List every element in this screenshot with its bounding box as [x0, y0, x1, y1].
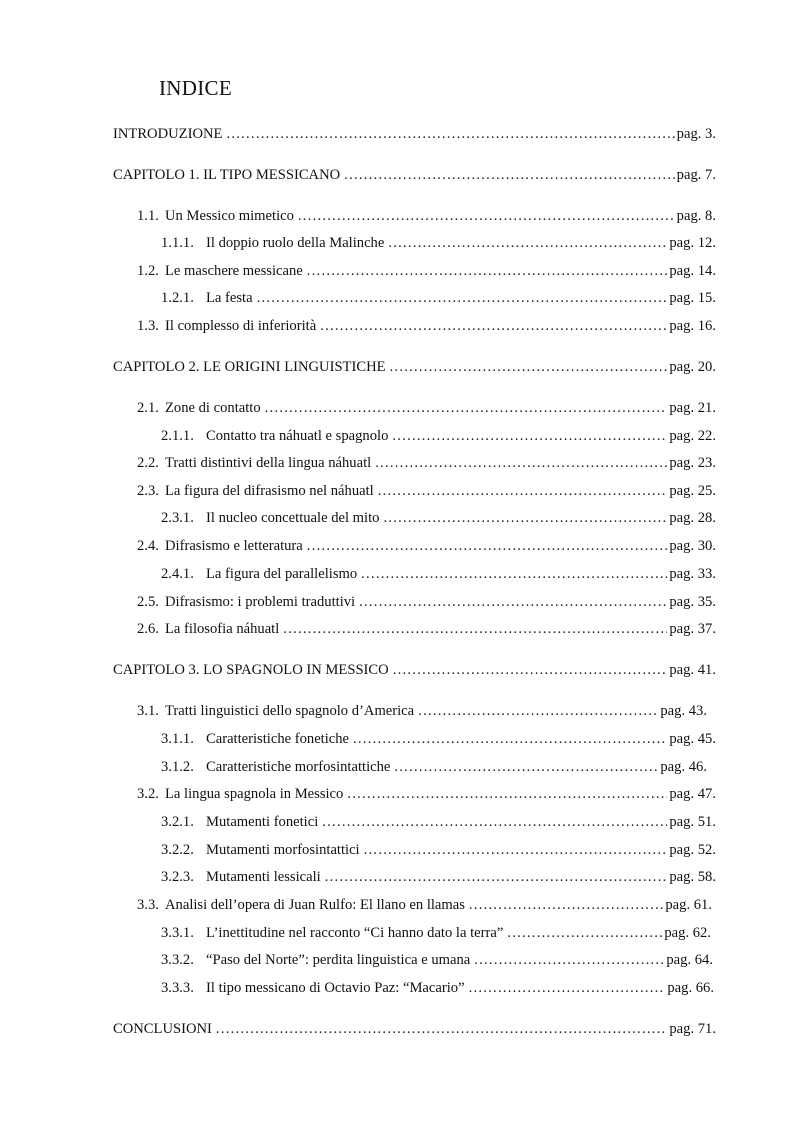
toc-entry-page: pag. 37.	[669, 621, 716, 637]
toc-entry-2-1-1[interactable]	[161, 428, 716, 448]
dot-leader	[378, 483, 668, 500]
dot-leader	[307, 538, 668, 555]
toc-entry-page: pag. 8.	[676, 208, 716, 224]
toc-entry-number: 2.1.	[137, 400, 159, 416]
toc-entry-page: pag. 16.	[669, 318, 716, 334]
dot-leader	[283, 621, 667, 638]
toc-entry-2-3[interactable]	[137, 483, 716, 503]
toc-entry-label: Zone di contatto	[165, 400, 261, 416]
toc-entry-page: pag. 52.	[669, 842, 716, 858]
toc-entry-number: 2.1.1.	[161, 428, 194, 444]
dot-leader	[388, 235, 667, 252]
toc-entry-capitolo-1[interactable]	[113, 167, 716, 187]
toc-entry-number: 3.2.3.	[161, 869, 194, 885]
page-title: INDICE	[159, 76, 232, 100]
toc-entry-label: Caratteristiche morfosintattiche	[206, 759, 391, 775]
dot-leader	[418, 703, 658, 720]
toc-entry-label: Tratti distintivi della lingua náhuatl	[165, 455, 372, 471]
toc-entry-label: Le maschere messicane	[165, 263, 303, 279]
toc-entry-page: pag. 7.	[676, 167, 716, 183]
toc-entry-number: 2.3.1.	[161, 510, 194, 526]
dot-leader	[216, 1021, 667, 1038]
toc-entry-label: Tratti linguistici dello spagnolo d’America	[165, 703, 415, 719]
toc-entry-label: Il tipo messicano di Octavio Paz: “Macario”	[206, 980, 465, 996]
toc-entry-3-2[interactable]	[137, 786, 716, 806]
toc-entry-number: 3.1.	[137, 703, 159, 719]
toc-entry-number: 3.3.2.	[161, 952, 194, 968]
toc-entry-2-4[interactable]	[137, 538, 716, 558]
dot-leader	[361, 566, 667, 583]
toc-entry-number: 1.2.	[137, 263, 159, 279]
toc-entry-label: Il complesso di inferiorità	[165, 318, 317, 334]
toc-entry-label: Un Messico mimetico	[165, 208, 294, 224]
toc-entry-number: 2.4.	[137, 538, 159, 554]
toc-entry-2-1[interactable]	[137, 400, 716, 420]
toc-entry-page: pag. 20.	[669, 359, 716, 375]
toc-entry-label: CAPITOLO 3. LO SPAGNOLO IN MESSICO	[113, 662, 389, 678]
dot-leader	[265, 400, 668, 417]
toc-entry-page: pag. 15.	[669, 290, 716, 306]
toc-entry-number: 1.2.1.	[161, 290, 194, 306]
toc-entry-label: La figura del parallelismo	[206, 566, 358, 582]
toc-entry-page: pag. 62.	[664, 925, 711, 941]
dot-leader	[322, 814, 667, 831]
toc-entry-label: Mutamenti fonetici	[206, 814, 319, 830]
toc-entry-page: pag. 61.	[665, 897, 712, 913]
dot-leader	[375, 455, 667, 472]
toc-entry-label: Difrasismo e letteratura	[165, 538, 303, 554]
toc-entry-page: pag. 25.	[669, 483, 716, 499]
toc-entry-page: pag. 66.	[667, 980, 714, 996]
toc-entry-label: Mutamenti lessicali	[206, 869, 321, 885]
toc-entry-1-1[interactable]	[137, 208, 716, 228]
toc-entry-page: pag. 21.	[669, 400, 716, 416]
toc-entry-conclusioni[interactable]	[113, 1021, 716, 1041]
toc-entry-number: 3.3.1.	[161, 925, 194, 941]
toc-entry-1-1-1[interactable]	[161, 235, 716, 255]
toc-entry-label: INTRODUZIONE	[113, 126, 223, 142]
dot-leader	[325, 869, 668, 886]
toc-entry-1-2-1[interactable]	[161, 290, 716, 310]
toc-entry-page: pag. 33.	[669, 566, 716, 582]
toc-entry-page: pag. 51.	[669, 814, 716, 830]
toc-entry-3-3[interactable]	[137, 897, 712, 917]
toc-entry-page: pag. 58.	[669, 869, 716, 885]
toc-entry-3-3-3[interactable]	[161, 980, 714, 1000]
toc-entry-label: CONCLUSIONI	[113, 1021, 212, 1037]
toc-entry-label: CAPITOLO 1. IL TIPO MESSICANO	[113, 167, 341, 183]
toc-entry-page: pag. 22.	[669, 428, 716, 444]
toc-entry-label: Analisi dell’opera di Juan Rulfo: El llano en llamas	[165, 897, 465, 913]
dot-leader	[347, 786, 667, 803]
toc-entry-3-3-1[interactable]	[161, 925, 711, 945]
toc-entry-capitolo-2[interactable]	[113, 359, 716, 379]
toc-entry-capitolo-3[interactable]	[113, 662, 716, 682]
dot-leader	[307, 263, 668, 280]
toc-entry-3-3-2[interactable]	[161, 952, 713, 972]
toc-entry-number: 2.5.	[137, 594, 159, 610]
toc-entry-label: Il nucleo concettuale del mito	[206, 510, 380, 526]
toc-entry-page: pag. 12.	[669, 235, 716, 251]
toc-entry-3-1-1[interactable]	[161, 731, 716, 751]
toc-entry-page: pag. 43.	[660, 703, 707, 719]
dot-leader	[507, 925, 662, 942]
dot-leader	[344, 167, 675, 184]
toc-entry-number: 3.2.1.	[161, 814, 194, 830]
toc-entry-label: La figura del difrasismo nel náhuatl	[165, 483, 374, 499]
toc-entry-number: 3.3.3.	[161, 980, 194, 996]
dot-leader	[298, 208, 675, 225]
dot-leader	[474, 952, 664, 969]
dot-leader	[320, 318, 667, 335]
toc-entry-2-6[interactable]	[137, 621, 716, 641]
toc-entry-number: 1.3.	[137, 318, 159, 334]
toc-entry-label: Difrasismo: i problemi traduttivi	[165, 594, 356, 610]
toc-entry-number: 3.2.2.	[161, 842, 194, 858]
toc-entry-number: 3.1.2.	[161, 759, 194, 775]
dot-leader	[392, 428, 667, 445]
toc-entry-number: 3.3.	[137, 897, 159, 913]
toc-entry-2-2[interactable]	[137, 455, 716, 475]
toc-entry-label: La lingua spagnola in Messico	[165, 786, 344, 802]
toc-entry-label: La festa	[206, 290, 253, 306]
toc-entry-label: Il doppio ruolo della Malinche	[206, 235, 385, 251]
dot-leader	[394, 759, 658, 776]
dot-leader	[393, 662, 668, 679]
dot-leader	[257, 290, 668, 307]
toc-entry-number: 2.6.	[137, 621, 159, 637]
dot-leader	[364, 842, 668, 859]
toc-entry-number: 2.3.	[137, 483, 159, 499]
dot-leader	[226, 126, 674, 143]
toc-entry-page: pag. 64.	[666, 952, 713, 968]
toc-entry-introduzione[interactable]	[113, 126, 716, 146]
toc-entry-page: pag. 71.	[669, 1021, 716, 1037]
toc-entry-number: 3.1.1.	[161, 731, 194, 747]
toc-entry-label: La filosofia náhuatl	[165, 621, 280, 637]
toc-entry-page: pag. 47.	[669, 786, 716, 802]
toc-entry-page: pag. 14.	[669, 263, 716, 279]
dot-leader	[359, 594, 667, 611]
toc-entry-3-2-1[interactable]	[161, 814, 716, 834]
toc-entry-page: pag. 28.	[669, 510, 716, 526]
toc-entry-3-1-2[interactable]	[161, 759, 707, 779]
dot-leader	[383, 510, 667, 527]
toc-entry-number: 3.2.	[137, 786, 159, 802]
toc-entry-3-2-2[interactable]	[161, 842, 716, 862]
toc-entry-label: “Paso del Norte”: perdita linguistica e umana	[206, 952, 471, 968]
toc-entry-page: pag. 30.	[669, 538, 716, 554]
toc-entry-2-4-1[interactable]	[161, 566, 716, 586]
toc-entry-page: pag. 23.	[669, 455, 716, 471]
toc-entry-number: 2.2.	[137, 455, 159, 471]
toc-entry-3-2-3[interactable]	[161, 869, 716, 889]
toc-entry-label: CAPITOLO 2. LE ORIGINI LINGUISTICHE	[113, 359, 386, 375]
toc-entry-number: 1.1.1.	[161, 235, 194, 251]
dot-leader	[353, 731, 667, 748]
toc-entry-page: pag. 3.	[676, 126, 716, 142]
toc-entry-number: 2.4.1.	[161, 566, 194, 582]
toc-entry-3-1[interactable]	[137, 703, 707, 723]
toc-entry-page: pag. 41.	[669, 662, 716, 678]
dot-leader	[390, 359, 668, 376]
dot-leader	[469, 897, 663, 914]
toc-entry-2-3-1[interactable]	[161, 510, 716, 530]
toc-entry-page: pag. 45.	[669, 731, 716, 747]
toc-entry-label: Contatto tra náhuatl e spagnolo	[206, 428, 389, 444]
toc-entry-1-2[interactable]	[137, 263, 716, 283]
toc-entry-2-5[interactable]	[137, 594, 716, 614]
toc-entry-number: 1.1.	[137, 208, 159, 224]
toc-entry-1-3[interactable]	[137, 318, 716, 338]
toc-entry-label: Mutamenti morfosintattici	[206, 842, 360, 858]
toc-entry-page: pag. 35.	[669, 594, 716, 610]
dot-leader	[469, 980, 666, 997]
toc-entry-label: L’inettitudine nel racconto “Ci hanno dato la terra”	[206, 925, 504, 941]
toc-entry-label: Caratteristiche fonetiche	[206, 731, 350, 747]
toc-entry-page: pag. 46.	[660, 759, 707, 775]
